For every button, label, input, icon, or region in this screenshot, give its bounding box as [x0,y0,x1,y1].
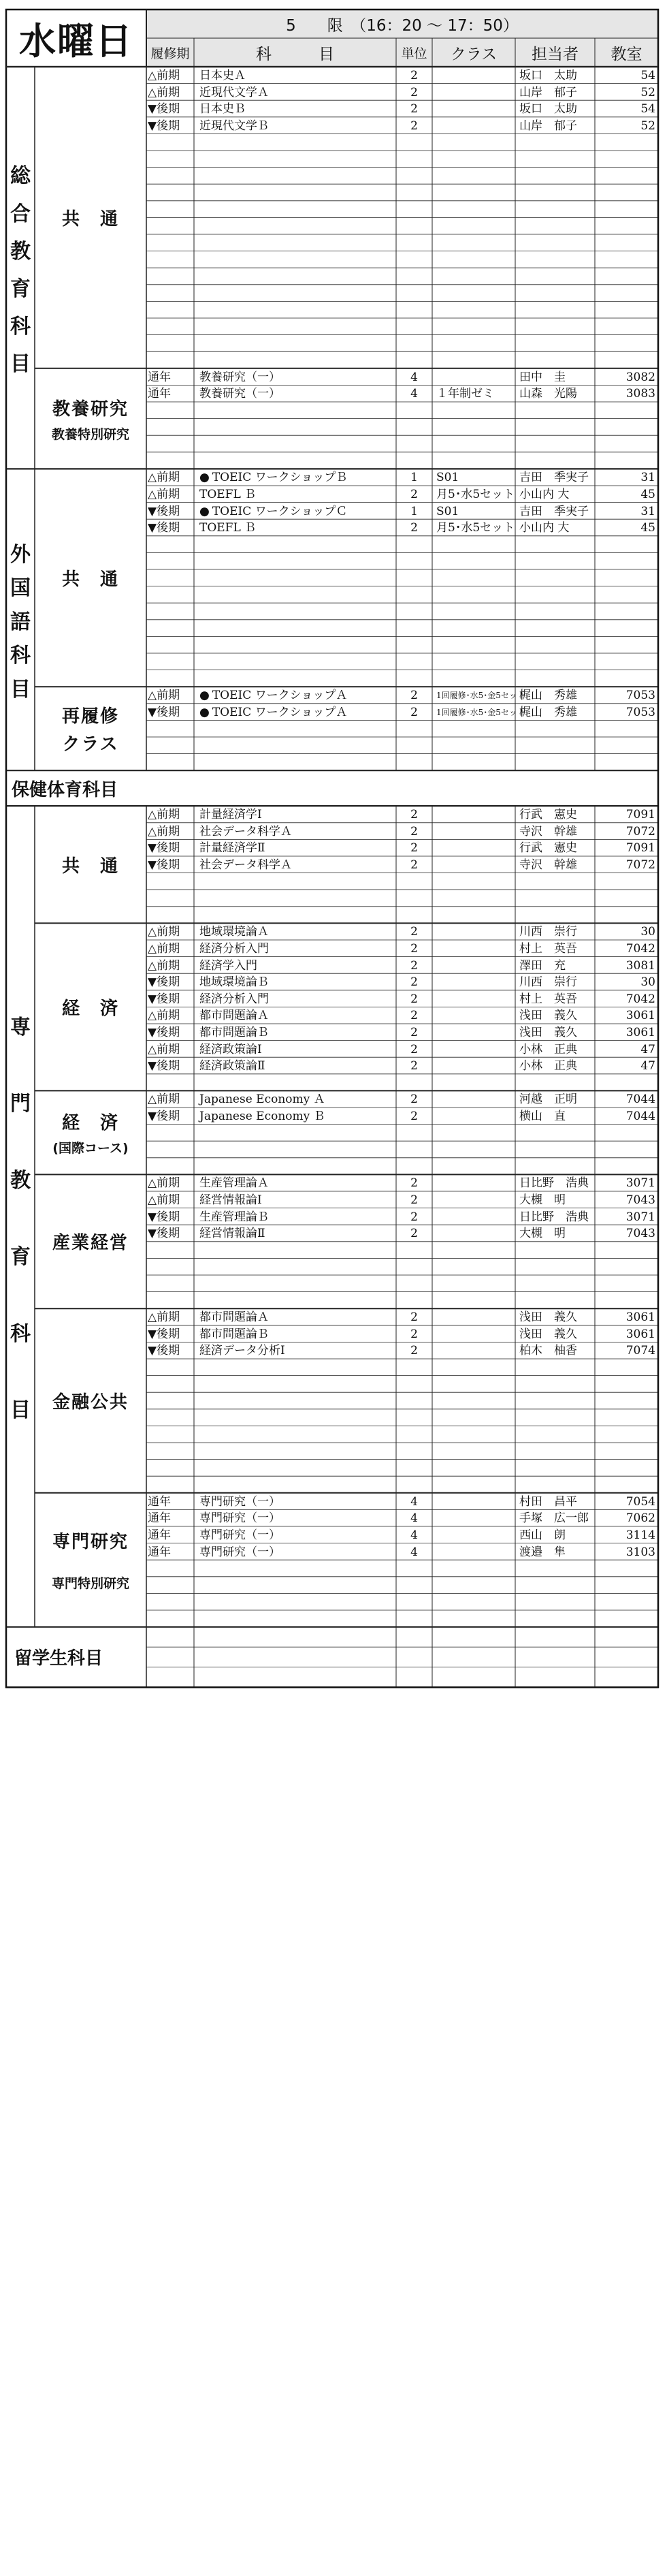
room-cell: 3083 [625,387,655,401]
subject-cell: 地域環境論Ａ [199,925,269,939]
teacher-cell: 小林 正典 [519,1059,577,1073]
term-cell: 通年 [148,1545,171,1559]
credits-cell: 2 [410,521,418,535]
room-cell: 45 [640,521,655,535]
teacher-cell: 村田 昌平 [519,1494,577,1509]
term-cell: ▼後期 [148,992,180,1006]
subject-cell: 教養研究（一） [199,387,280,401]
term-cell: 通年 [148,1528,171,1542]
term-cell: △前期 [148,808,180,822]
subject-cell: 専門研究（一） [199,1545,280,1559]
term-cell: △前期 [148,1093,180,1107]
class-cell: S01 [436,471,459,485]
term-cell: △前期 [148,925,180,939]
teacher-cell: 日比野 浩典 [519,1176,589,1191]
credits-cell: 4 [410,1511,418,1526]
room-cell: 7043 [625,1193,655,1207]
subject-cell: 経済データ分析Ⅰ [199,1344,285,1358]
teacher-cell: 吉田 季実子 [519,471,589,485]
room-cell: 7053 [625,689,655,703]
group-label-0: 総 合 教 育 科 目 [10,164,31,376]
room-cell: 3082 [625,370,655,384]
term-cell: △前期 [148,1310,180,1325]
term-cell: △前期 [148,1176,180,1191]
room-cell: 7044 [625,1093,655,1107]
class-cell: 1回履修･水5･金5セット [436,691,525,701]
subject-cell: ● TOEIC ワークショップＣ [199,506,395,518]
room-cell: 7043 [625,1227,655,1241]
teacher-cell: 坂口 太助 [519,102,577,116]
class-cell: 月5･水5セット [436,488,515,501]
room-cell: 3061 [625,1310,655,1325]
subject-cell: 経済政策論Ⅰ [199,1042,262,1056]
room-cell: 3071 [625,1176,655,1191]
class-cell: 月5･水5セット [436,521,515,535]
credits-cell: 2 [410,1093,418,1107]
credits-cell: 2 [410,975,418,990]
term-cell: 通年 [148,1494,171,1509]
subgroup-label-3-3: 産業経営 [52,1233,129,1254]
term-cell: △前期 [148,1009,180,1023]
credits-cell: 2 [410,1344,418,1358]
room-cell: 7054 [625,1494,655,1509]
teacher-cell: 澤田 充 [519,958,566,973]
col-subject: 科 目 [256,45,334,63]
credits-cell: 2 [410,705,418,719]
subgroup-label-0-0: 共 通 [61,208,119,230]
subgroup-label-1-0: 共 通 [61,569,119,590]
term-cell: △前期 [148,85,180,99]
teacher-cell: 浅田 義久 [519,1310,577,1325]
teacher-cell: 寺沢 幹雄 [519,858,577,872]
credits-cell: 2 [410,1193,418,1207]
credits-cell: 2 [410,119,418,133]
room-cell: 47 [640,1059,655,1073]
term-cell: 通年 [148,370,171,384]
credits-cell: 2 [410,858,418,872]
credits-cell: 2 [410,1210,418,1224]
term-cell: ▼後期 [148,102,180,116]
teacher-cell: 村上 英吾 [519,992,577,1006]
room-cell: 7072 [625,824,655,838]
subject-cell: 専門研究（一） [199,1528,280,1542]
room-cell: 7042 [625,942,655,956]
subject-cell: 社会データ科学Ａ [199,824,292,838]
subject-cell: 経営情報論Ⅰ [199,1193,262,1207]
credits-cell: 2 [410,1227,418,1241]
term-cell: △前期 [148,958,180,973]
teacher-cell: 田中 圭 [519,370,566,384]
term-cell: ▼後期 [148,504,180,518]
credits-cell: 1 [410,471,418,485]
room-cell: 3103 [625,1545,655,1559]
term-cell: 通年 [148,1511,171,1526]
room-cell: 7044 [625,1110,655,1123]
subject-cell: 都市問題論Ａ [199,1310,269,1325]
room-cell: 7062 [625,1511,655,1526]
room-cell: 3071 [625,1210,655,1224]
credits-cell: 2 [410,102,418,116]
teacher-cell: 小山内 大 [519,521,570,535]
teacher-cell: 渡邉 隼 [519,1545,566,1559]
teacher-cell: 大槻 明 [519,1227,566,1241]
room-cell: 3061 [625,1327,655,1341]
term-cell: 通年 [148,387,171,401]
teacher-cell: 川西 崇行 [519,925,577,939]
term-cell: ▼後期 [148,1327,180,1341]
room-cell: 54 [640,102,655,116]
credits-cell: 4 [410,370,418,384]
subject-cell: 近現代文学Ａ [199,85,269,99]
subject-cell: TOEFL Ｂ [199,521,257,535]
subject-cell: ● TOEIC ワークショップＢ [199,472,395,484]
room-cell: 3114 [625,1528,655,1542]
room-cell: 7091 [625,841,655,855]
credits-cell: 2 [410,958,418,973]
teacher-cell: 村上 英吾 [519,942,577,956]
credits-cell: 2 [410,1026,418,1039]
room-cell: 7074 [625,1344,655,1358]
subject-cell: 生産管理論Ａ [199,1176,269,1191]
subgroup-label-0-1: 教養研究 教養特別研究 [51,398,129,442]
group-label-1: 外 国 語 科 目 [10,542,31,702]
term-cell: ▼後期 [148,975,180,990]
subject-cell: 経済学入門 [199,958,257,973]
teacher-cell: 吉田 季実子 [519,504,589,518]
subject-cell: Japanese Economy Ｂ [199,1110,325,1123]
subject-cell: 経済分析入門 [199,942,269,956]
credits-cell: 2 [410,808,418,822]
teacher-cell: 浅田 義久 [519,1009,577,1023]
day-title: 水曜日 [19,19,133,63]
room-cell: 7053 [625,705,655,719]
credits-cell: 1 [410,504,418,518]
room-cell: 30 [640,925,655,939]
subject-cell: Japanese Economy Ａ [199,1093,325,1107]
credits-cell: 2 [410,1110,418,1123]
teacher-cell: 小林 正典 [519,1042,577,1056]
credits-cell: 4 [410,1494,418,1509]
credits-cell: 4 [410,1528,418,1542]
teacher-cell: 手塚 広一郎 [519,1511,589,1526]
subject-cell: 地域環境論Ｂ [199,975,269,990]
term-cell: ▼後期 [148,1210,180,1224]
teacher-cell: 浅田 義久 [519,1026,577,1039]
teacher-cell: 横山 直 [519,1110,566,1123]
room-cell: 52 [640,119,655,133]
term-cell: ▼後期 [148,521,180,535]
term-cell: ▼後期 [148,858,180,872]
teacher-cell: 行武 憲史 [519,808,577,822]
subject-cell: 経営情報論Ⅱ [199,1227,265,1241]
room-cell: 7072 [625,858,655,872]
credits-cell: 2 [410,689,418,703]
subgroup-label-3-0: 共 通 [61,855,119,877]
room-cell: 31 [640,471,655,485]
term-cell: △前期 [148,69,180,82]
subject-cell: 計量経済学Ⅰ [199,808,262,822]
credits-cell: 2 [410,1310,418,1325]
teacher-cell: 大槻 明 [519,1193,566,1207]
band-4: 留学生科目 [14,1648,103,1669]
subject-cell: 都市問題論Ｂ [199,1327,269,1341]
teacher-cell: 山森 光陽 [519,387,577,401]
credits-cell: 2 [410,992,418,1006]
teacher-cell: 川西 崇行 [519,975,577,990]
credits-cell: 2 [410,488,418,501]
room-cell: 45 [640,488,655,501]
term-cell: ▼後期 [148,119,180,133]
teacher-cell: 山岸 郁子 [519,85,577,99]
col-room: 教室 [611,45,642,63]
credits-cell: 2 [410,942,418,956]
term-cell: ▼後期 [148,1059,180,1073]
teacher-cell: 河越 正明 [519,1093,577,1107]
subject-cell: 計量経済学Ⅱ [199,841,265,855]
subject-cell: ● TOEIC ワークショップＡ [199,690,395,702]
subject-cell: 専門研究（一） [199,1494,280,1509]
teacher-cell: 浅田 義久 [519,1327,577,1341]
subgroup-label-3-2: 経 済 (国際コース) [52,1112,129,1156]
term-cell: ▼後期 [148,1227,180,1241]
subject-cell: 教養研究（一） [199,370,280,384]
term-cell: ▼後期 [148,1110,180,1123]
col-term: 履修期 [150,46,190,61]
term-cell: ▼後期 [148,1026,180,1039]
subgroup-label-3-1: 経 済 [61,998,119,1019]
band-2: 保健体育科目 [12,779,118,800]
col-credits: 単位 [401,46,427,61]
credits-cell: 4 [410,1545,418,1559]
credits-cell: 2 [410,85,418,99]
period-header: 5 限 （16：20 ～ 17：50） [286,16,519,35]
subject-cell: 経済政策論Ⅱ [199,1059,265,1073]
subject-cell: TOEFL Ｂ [199,488,257,501]
room-cell: 52 [640,85,655,99]
credits-cell: 2 [410,824,418,838]
room-cell: 7091 [625,808,655,822]
subject-cell: ● TOEIC ワークショップＡ [199,707,395,719]
term-cell: △前期 [148,1193,180,1207]
credits-cell: 2 [410,841,418,855]
term-cell: ▼後期 [148,841,180,855]
room-cell: 3081 [625,958,655,973]
teacher-cell: 梶山 秀雄 [519,705,577,719]
group-label-3: 専 門 教 育 科 目 [10,1015,31,1423]
term-cell: △前期 [148,942,180,956]
subject-cell: 都市問題論Ａ [199,1009,269,1023]
subject-cell: 近現代文学Ｂ [199,119,269,133]
class-cell: １年制ゼミ [436,387,494,401]
room-cell: 54 [640,69,655,82]
room-cell: 31 [640,504,655,518]
teacher-cell: 坂口 太助 [519,69,577,82]
credits-cell: 2 [410,1059,418,1073]
credits-cell: 4 [410,387,418,401]
subject-cell: 専門研究（一） [199,1511,280,1526]
credits-cell: 2 [410,1042,418,1056]
subgroup-label-1-1: 再履修 クラス [61,706,119,755]
teacher-cell: 日比野 浩典 [519,1210,589,1224]
subject-cell: 日本史Ａ [199,69,246,82]
credits-cell: 2 [410,1327,418,1341]
room-cell: 3061 [625,1026,655,1039]
term-cell: ▼後期 [148,705,180,719]
credits-cell: 2 [410,1176,418,1191]
term-cell: △前期 [148,1042,180,1056]
subgroup-label-3-4: 金融公共 [52,1392,129,1413]
term-cell: ▼後期 [148,1344,180,1358]
room-cell: 30 [640,975,655,990]
subject-cell: 経済分析入門 [199,992,269,1006]
room-cell: 47 [640,1042,655,1056]
col-class: クラス [450,45,498,63]
teacher-cell: 小山内 大 [519,488,570,501]
teacher-cell: 行武 憲史 [519,841,577,855]
subject-cell: 都市問題論Ｂ [199,1026,269,1039]
subject-cell: 社会データ科学Ａ [199,858,292,872]
class-cell: 1回履修･水5･金5セット [436,707,525,717]
subject-cell: 日本史Ｂ [199,102,246,116]
subgroup-label-3-5: 専門研究 専門特別研究 [51,1532,129,1592]
term-cell: △前期 [148,824,180,838]
term-cell: △前期 [148,488,180,501]
teacher-cell: 梶山 秀雄 [519,689,577,703]
class-cell: S01 [436,504,459,518]
teacher-cell: 山岸 郁子 [519,119,577,133]
term-cell: △前期 [148,689,180,703]
room-cell: 7042 [625,992,655,1006]
subject-cell: 生産管理論Ｂ [199,1210,269,1224]
credits-cell: 2 [410,1009,418,1023]
term-cell: △前期 [148,471,180,485]
teacher-cell: 西山 朗 [519,1528,566,1542]
teacher-cell: 柏木 柚香 [519,1344,577,1358]
credits-cell: 2 [410,69,418,82]
credits-cell: 2 [410,925,418,939]
teacher-cell: 寺沢 幹雄 [519,824,577,838]
col-teacher: 担当者 [532,45,579,63]
room-cell: 3061 [625,1009,655,1023]
